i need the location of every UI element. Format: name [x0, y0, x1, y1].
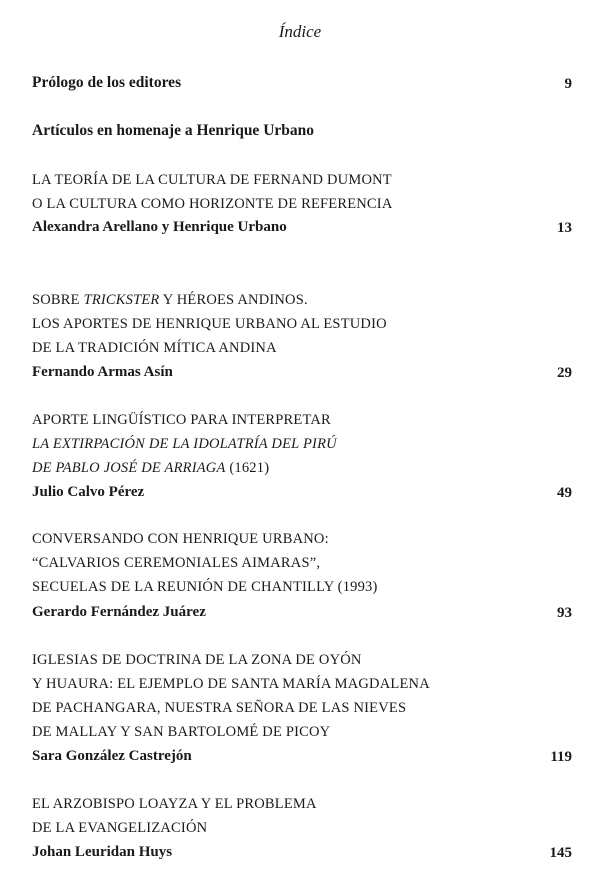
entry-5-title-line-1: IGLESIAS DE DOCTRINA DE LA ZONA DE OYÓN	[32, 652, 362, 668]
entry-4-title-line-3: SECUELAS DE LA REUNIÓN DE CHANTILLY (1993)	[32, 579, 378, 595]
entry-3-title-line-1: APORTE LINGÜÍSTICO PARA INTERPRETAR	[32, 412, 331, 428]
entry-5-page: 119	[550, 749, 572, 765]
entry-2-title-line-2: LOS APORTES DE HENRIQUE URBANO AL ESTUDIO	[32, 316, 387, 332]
entry-2-author: Fernando Armas Asín	[32, 364, 173, 380]
entry-4-title-line-1: CONVERSANDO CON HENRIQUE URBANO:	[32, 531, 329, 547]
entry-2-title-post: Y HÉROES ANDINOS.	[159, 292, 308, 308]
entry-6-page: 145	[549, 845, 572, 861]
entry-6-title-line-2: DE LA EVANGELIZACIÓN	[32, 820, 208, 836]
entry-1-title-line-1: LA TEORÍA DE LA CULTURA DE FERNAND DUMONT	[32, 172, 392, 188]
entry-5-author: Sara González Castrejón	[32, 748, 192, 764]
entry-2-page: 29	[557, 365, 572, 381]
entry-2-title-line-3: DE LA TRADICIÓN MÍTICA ANDINA	[32, 340, 277, 356]
entry-1-page: 13	[557, 220, 572, 236]
entry-5-title-line-4: DE MALLAY Y SAN BARTOLOMÉ DE PICOY	[32, 724, 331, 740]
entry-5-title-line-3: DE PACHANGARA, NUESTRA SEÑORA DE LAS NIEVES	[32, 700, 407, 716]
section-heading: Artículos en homenaje a Henrique Urbano	[32, 122, 315, 139]
entry-2-title-pre: SOBRE	[32, 292, 84, 308]
entry-6-author: Johan Leuridan Huys	[32, 844, 173, 860]
entry-3-title-line-2: LA EXTIRPACIÓN DE LA IDOLATRÍA DEL PIRÚ	[32, 436, 337, 452]
entry-2-title-italic: TRICKSTER	[83, 292, 160, 308]
entry-3-title-italic: DE PABLO JOSÉ DE ARRIAGA	[32, 460, 226, 476]
entry-5-title-line-2: Y HUAURA: EL EJEMPLO DE SANTA MARÍA MAGDALENA	[32, 676, 430, 692]
entry-4-page: 93	[557, 605, 572, 621]
entry-3-page: 49	[557, 485, 572, 501]
prologue-page: 9	[564, 76, 572, 92]
entry-3-title-post: (1621)	[225, 460, 270, 476]
entry-4-author: Gerardo Fernández Juárez	[32, 604, 206, 620]
entry-6-title-line-1: EL ARZOBISPO LOAYZA Y EL PROBLEMA	[32, 796, 317, 812]
entry-4-title-line-2: “CALVARIOS CEREMONIALES AIMARAS”,	[32, 555, 321, 571]
entry-2-title-line-1	[32, 291, 572, 309]
entry-1-author: Alexandra Arellano y Henrique Urbano	[32, 219, 287, 235]
page-title: Índice	[278, 22, 322, 41]
prologue-label: Prólogo de los editores	[32, 74, 182, 91]
entry-3-title-line-3	[32, 459, 572, 477]
entry-1-title-line-2: O LA CULTURA COMO HORIZONTE DE REFERENCIA	[32, 196, 393, 212]
entry-3-author: Julio Calvo Pérez	[32, 484, 145, 500]
